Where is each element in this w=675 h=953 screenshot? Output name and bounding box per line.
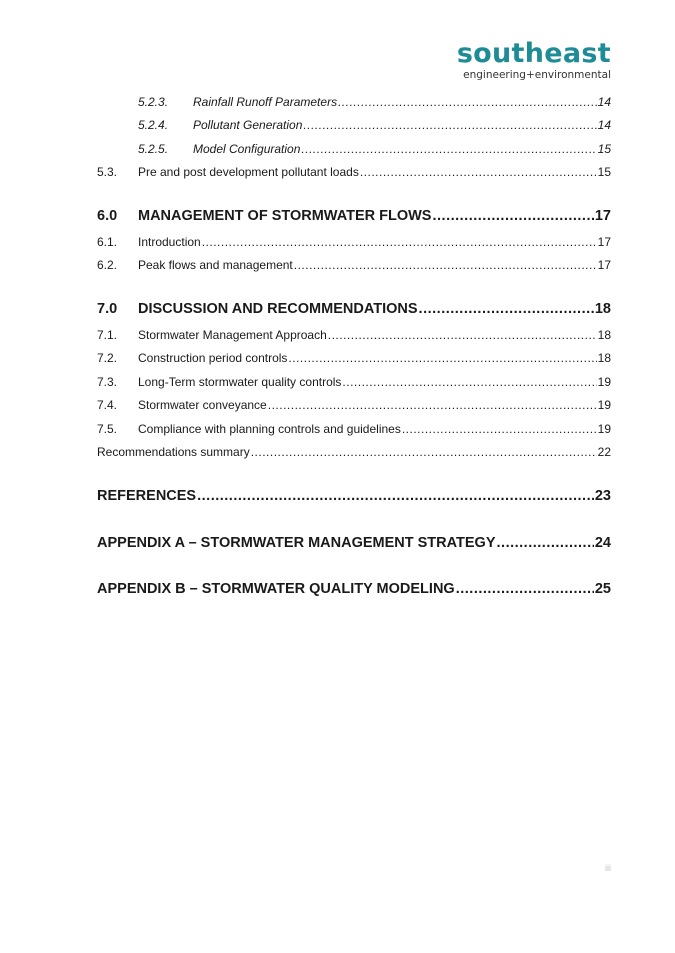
toc-entry-7-4[interactable] <box>97 398 611 412</box>
toc-number: 6.0 <box>97 208 118 224</box>
toc-page: 24 <box>594 535 611 551</box>
toc-number: 5.3. <box>97 165 118 179</box>
toc-entry-appendix-b[interactable] <box>97 581 611 597</box>
toc-title: DISCUSSION AND RECOMMENDATIONS <box>138 301 418 317</box>
toc-leader <box>294 258 597 272</box>
toc-title: Long-Term stormwater quality controls <box>138 375 342 389</box>
toc-number: 7.1. <box>97 328 118 342</box>
toc-entry-7-2[interactable] <box>97 351 611 365</box>
toc-number: 7.2. <box>97 351 118 365</box>
company-logo <box>457 40 611 81</box>
toc-number: 7.3. <box>97 375 118 389</box>
toc-page: 19 <box>597 375 611 389</box>
toc-page: 18 <box>597 328 611 342</box>
toc-number: 7.5. <box>97 422 118 436</box>
toc-leader <box>268 398 597 412</box>
toc-entry-6-2[interactable] <box>97 258 611 272</box>
toc-title: APPENDIX A – STORMWATER MANAGEMENT STRATEGY <box>97 535 496 551</box>
toc-page: 25 <box>594 581 611 597</box>
toc-leader <box>402 422 597 436</box>
toc-leader <box>202 235 597 249</box>
toc-page: 19 <box>597 398 611 412</box>
toc-number: 7.4. <box>97 398 118 412</box>
toc-entry-5-3[interactable] <box>97 165 611 179</box>
toc-number: 5.2.5. <box>138 142 169 156</box>
toc-leader <box>342 375 596 389</box>
page-number: iii <box>605 863 611 873</box>
toc-entry-appendix-a[interactable] <box>97 535 611 551</box>
toc-page: 15 <box>597 142 611 156</box>
toc-page: 23 <box>594 488 611 504</box>
toc-leader <box>251 445 597 459</box>
toc-entry-recommendations-summary[interactable] <box>97 445 611 459</box>
toc-title: MANAGEMENT OF STORMWATER FLOWS <box>138 208 432 224</box>
toc-title: Model Configuration <box>193 142 301 156</box>
toc-title: Peak flows and management <box>138 258 293 272</box>
toc-leader <box>432 208 593 224</box>
toc-entry-5-2-3[interactable] <box>138 95 611 109</box>
toc-title: Stormwater Management Approach <box>138 328 327 342</box>
toc-leader <box>288 351 596 365</box>
toc-page: 18 <box>594 301 611 317</box>
toc-page: 17 <box>597 258 611 272</box>
toc-leader <box>456 581 594 597</box>
toc-leader <box>338 95 597 109</box>
toc-entry-7-0[interactable] <box>97 301 611 317</box>
toc-title: REFERENCES <box>97 488 197 504</box>
toc-entry-5-2-4[interactable] <box>138 118 611 132</box>
toc-leader <box>497 535 594 551</box>
toc-title: Recommendations summary <box>97 445 250 459</box>
toc-page: 14 <box>597 118 611 132</box>
toc-entry-6-0[interactable] <box>97 208 611 224</box>
toc-number: 5.2.3. <box>138 95 169 109</box>
toc-title: Introduction <box>138 235 201 249</box>
toc-title: Construction period controls <box>138 351 288 365</box>
toc-page: 22 <box>597 445 611 459</box>
toc-leader <box>301 142 596 156</box>
toc-entry-7-5[interactable] <box>97 422 611 436</box>
toc-leader <box>328 328 597 342</box>
toc-leader <box>197 488 594 504</box>
toc-number: 5.2.4. <box>138 118 169 132</box>
toc-title: Pollutant Generation <box>193 118 303 132</box>
toc-number: 6.2. <box>97 258 118 272</box>
toc-page: 19 <box>597 422 611 436</box>
toc-page: 14 <box>597 95 611 109</box>
toc-page: 17 <box>597 235 611 249</box>
toc-title: Compliance with planning controls and guidelines <box>138 422 401 436</box>
toc-title: Pre and post development pollutant loads <box>138 165 359 179</box>
toc-leader <box>303 118 596 132</box>
toc-page: 15 <box>597 165 611 179</box>
toc-title: Stormwater conveyance <box>138 398 267 412</box>
toc-number: 6.1. <box>97 235 118 249</box>
toc-entry-6-1[interactable] <box>97 235 611 249</box>
toc-page: 18 <box>597 351 611 365</box>
toc-leader <box>419 301 594 317</box>
toc-entry-references[interactable] <box>97 488 611 504</box>
toc-entry-5-2-5[interactable] <box>138 142 611 156</box>
toc-number: 7.0 <box>97 301 118 317</box>
toc-title: Rainfall Runoff Parameters <box>193 95 338 109</box>
logo-wordmark: southeast <box>456 38 611 69</box>
toc-page: 17 <box>594 208 611 224</box>
toc-title: APPENDIX B – STORMWATER QUALITY MODELING <box>97 581 455 597</box>
toc-leader <box>360 165 597 179</box>
toc-entry-7-1[interactable] <box>97 328 611 342</box>
logo-tagline: engineering+environmental <box>463 69 611 81</box>
toc-entry-7-3[interactable] <box>97 375 611 389</box>
